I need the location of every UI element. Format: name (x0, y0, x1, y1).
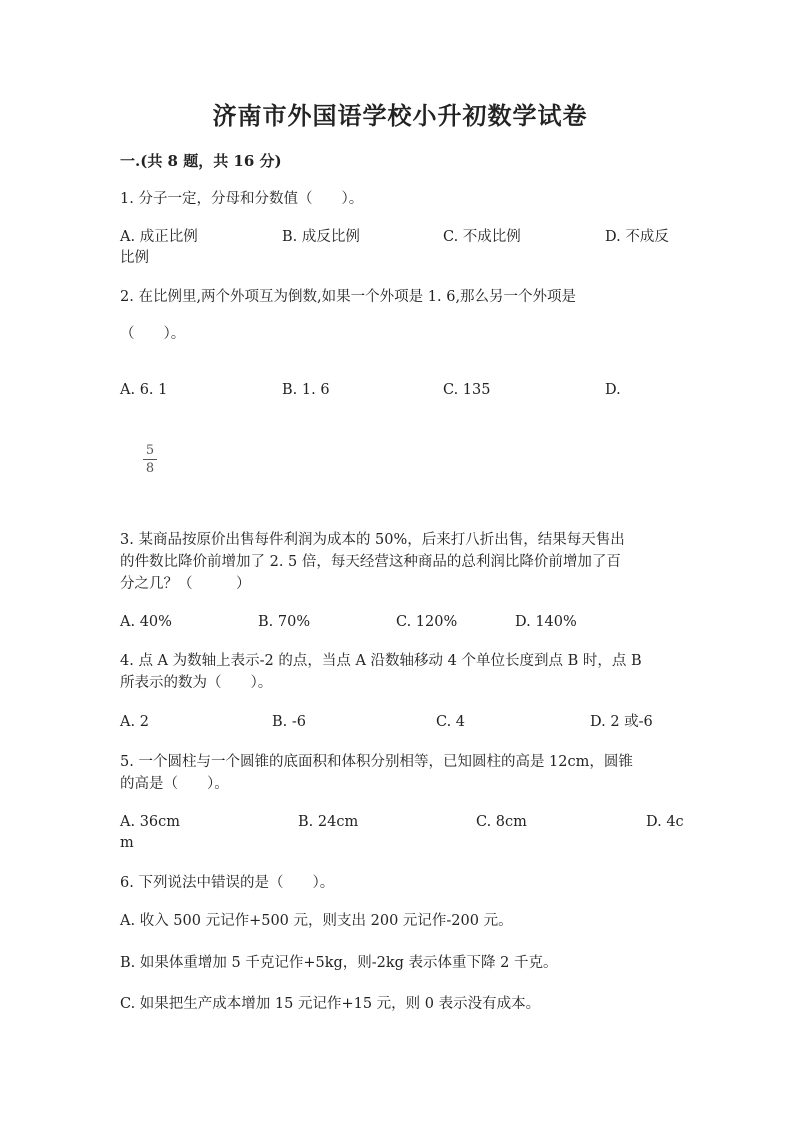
question-1-option-a: A. 成正比例 (120, 229, 198, 245)
question-4-stem-line-1: 4. 点 A 为数轴上表示-2 的点，当点 A 沿数轴移动 4 个单位长度到点 B 时，点 B (120, 653, 642, 669)
question-6-option-a: A. 收入 500 元记作+500 元，则支出 200 元记作-200 元。 (120, 913, 513, 929)
question-2-option-d: D. (605, 382, 621, 398)
question-6-option-c: C. 如果把生产成本增加 15 元记作+15 元，则 0 表示没有成本。 (120, 996, 541, 1012)
question-1-option-d-wrap: 比例 (120, 250, 149, 266)
question-5-option-d: D. 4c (646, 814, 684, 830)
question-4-option-b: B. -6 (272, 714, 306, 730)
question-1-option-b: B. 成反比例 (282, 229, 360, 245)
question-2-option-d-fraction (143, 444, 157, 476)
question-4-option-c: C. 4 (436, 714, 466, 730)
question-4-stem-line-2: 所表示的数为（ ）。 (120, 675, 273, 691)
question-5-stem-line-2: 的高是（ ）。 (120, 776, 229, 792)
question-2-option-a: A. 6. 1 (120, 382, 168, 398)
question-3-stem-line-1: 3. 某商品按原价出售每件利润为成本的 50%，后来打八折出售，结果每天售出 (120, 532, 625, 548)
fraction-bar (143, 459, 157, 460)
question-1-option-d: D. 不成反 (605, 229, 669, 245)
exam-title: 济南市外国语学校小升初数学试卷 (212, 101, 588, 130)
question-5-option-d-wrap: m (120, 835, 134, 851)
question-5-option-a: A. 36cm (120, 814, 181, 830)
fraction-denominator: 8 (145, 461, 155, 476)
question-3-option-b: B. 70% (258, 614, 311, 630)
question-3-stem-line-3: 分之几？（ ） (120, 576, 251, 592)
question-5-option-c: C. 8cm (476, 814, 527, 830)
question-4-option-d: D. 2 或-6 (590, 714, 653, 730)
question-3-option-a: A. 40% (120, 614, 172, 630)
question-5-option-b: B. 24cm (298, 814, 359, 830)
section-heading: 一.(共 8 题，共 16 分) (120, 152, 282, 170)
question-5-stem-line-1: 5. 一个圆柱与一个圆锥的底面积和体积分别相等，已知圆柱的高是 12cm，圆锥 (120, 754, 633, 770)
question-1-stem: 1. 分子一定，分母和分数值（ ）。 (120, 191, 364, 207)
question-3-stem-line-2: 的件数比降价前增加了 2. 5 倍，每天经营这种商品的总利润比降价前增加了百 (120, 554, 621, 570)
question-2-option-b: B. 1. 6 (282, 382, 330, 398)
question-2-option-c: C. 135 (443, 382, 491, 398)
question-2-stem-line-2: （ ）。 (120, 326, 186, 342)
question-6-stem: 6. 下列说法中错误的是（ ）。 (120, 875, 335, 891)
question-4-option-a: A. 2 (120, 714, 149, 730)
question-3-option-d: D. 140% (515, 614, 577, 630)
question-3-option-c: C. 120% (396, 614, 458, 630)
fraction-numerator: 5 (145, 443, 155, 458)
question-1-option-c: C. 不成比例 (443, 229, 521, 245)
question-6-option-b: B. 如果体重增加 5 千克记作+5kg，则-2kg 表示体重下降 2 千克。 (120, 955, 558, 971)
question-2-stem-line-1: 2. 在比例里,两个外项互为倒数,如果一个外项是 1. 6,那么另一个外项是 (120, 289, 577, 305)
